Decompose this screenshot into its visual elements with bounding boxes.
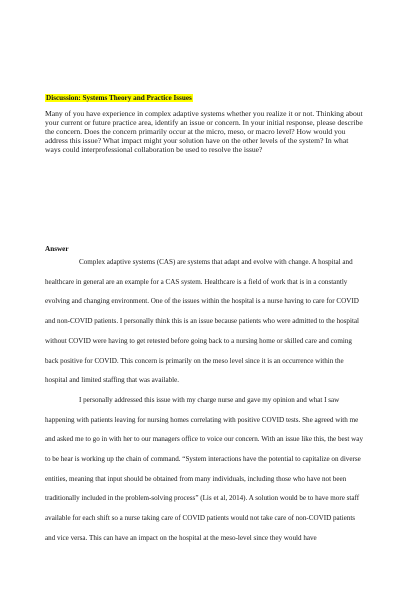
answer-paragraph: Complex adaptive systems (CAS) are systems that adapt and evolve with change. A hospital and healthcare in general are an example for a CAS system. Healthcare is a field of work that is in a constantly evolving and changing environment. One of the issues within the hospital is a nurse having to care for COVID and non-COVID patients. I personally think this is an issue because patients who were admitted to the hospital without COVID were having to get retested before going back to a nursing home or skilled care and coming back positive for COVID. This concern is primarily on the meso level since it is an occurrence within the hospital and limited staffing that was available. [45, 258, 360, 385]
discussion-prompt-block [45, 87, 365, 154]
discussion-title: Discussion: Systems Theory and Practice Issues [46, 94, 192, 102]
discussion-prompt-text: Many of you have experience in complex adaptive systems whether you realize it or not. Thinking about your current or future practice area, identify an issue or concern. In your initial response, please describe the concern. Does the concern primarily occur at the micro, meso, or macro level? How would you address this issue? What impact might your solution have on the other levels of the system? In what ways could interprofessional collaboration be used to resolve the issue? [45, 109, 363, 154]
answer-heading: Answer [45, 245, 69, 253]
answer-paragraph: I personally addressed this issue with my charge nurse and gave my opinion and what I saw happening with patients leaving for nursing homes correlating with positive COVID tests. She agreed with me and asked me to go in with her to our managers office to voice our concern. With an issue like this, the best way to be hear is working up the chain of command. “System interactions have the potential to capitalize on diverse entities, meaning that input should be obtained from many individuals, including those who have not been traditionally included in the problem-solving process” (Lis et al, 2014). A solution would be to have more staff available for each shift so a nurse taking care of COVID patients would not take care of non-COVID patients and vice versa. This can have an impact on the hospital at the meso-level since they would have [45, 395, 363, 542]
answer-body [45, 253, 363, 549]
